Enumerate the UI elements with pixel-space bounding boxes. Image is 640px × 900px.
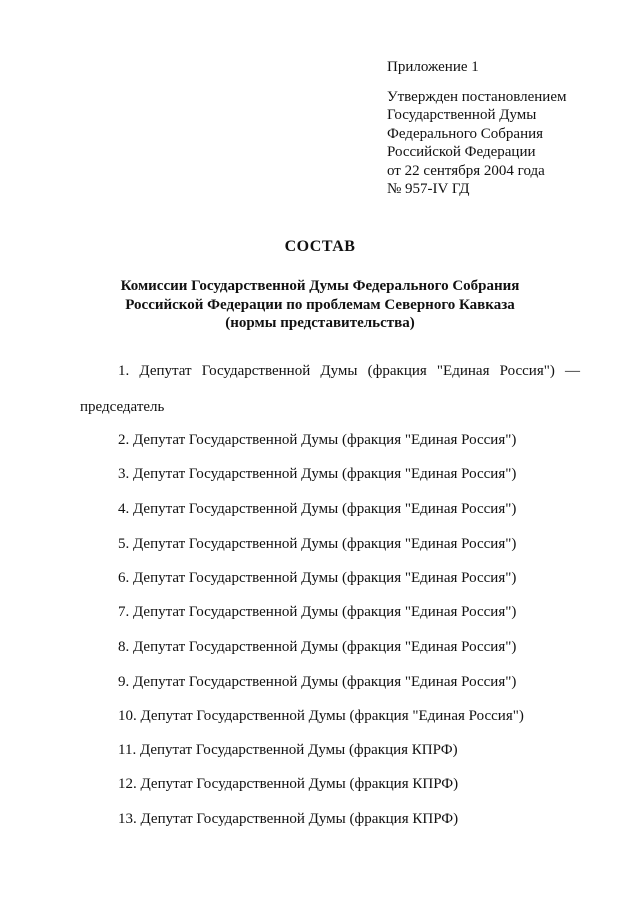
list-item: 2. Депутат Государственной Думы (фракция "Единая Россия") — [118, 432, 517, 448]
annex-line: № 957-IV ГД — [387, 181, 470, 197]
list-item: 11. Депутат Государственной Думы (фракция КПРФ) — [118, 742, 458, 758]
list-item-continuation: председатель — [80, 399, 165, 415]
annex-block — [387, 58, 632, 199]
list-item: 12. Депутат Государственной Думы (фракция КПРФ) — [118, 776, 459, 792]
list-item: 6. Депутат Государственной Думы (фракция "Единая Россия") — [118, 570, 517, 586]
subtitle-line: (нормы представительства) — [225, 315, 415, 331]
list-item: 8. Депутат Государственной Думы (фракция "Единая Россия") — [118, 639, 517, 655]
annex-line: от 22 сентября 2004 года — [387, 162, 545, 179]
list-item: 5. Депутат Государственной Думы (фракция "Единая Россия") — [118, 536, 517, 552]
annex-line: Государственной Думы — [387, 107, 537, 123]
list-item: 7. Депутат Государственной Думы (фракция "Единая Россия") — [118, 604, 517, 620]
annex-line: Федерального Собрания — [387, 125, 544, 142]
annex-title: Приложение 1 — [387, 59, 479, 75]
subtitle-line: Российской Федерации по проблемам Северного Кавказа — [125, 296, 515, 313]
subtitle-line: Комиссии Государственной Думы Федерального Собрания — [120, 278, 520, 294]
list-item: 3. Депутат Государственной Думы (фракция "Единая Россия") — [118, 466, 517, 482]
document-title: СОСТАВ — [284, 238, 356, 255]
annex-line: Российской Федерации — [387, 144, 536, 160]
list-item: 9. Депутат Государственной Думы (фракция "Единая Россия") — [118, 674, 517, 690]
list-item: 13. Депутат Государственной Думы (фракция КПРФ) — [118, 811, 459, 827]
document-subtitle — [0, 277, 640, 333]
list-item: 10. Депутат Государственной Думы (фракция "Единая Россия") — [118, 708, 524, 724]
list-item: 4. Депутат Государственной Думы (фракция "Единая Россия") — [118, 501, 517, 517]
annex-line: Утвержден постановлением — [387, 88, 567, 105]
list-item: 1. Депутат Государственной Думы (фракция "Единая Россия") — — [118, 363, 580, 379]
